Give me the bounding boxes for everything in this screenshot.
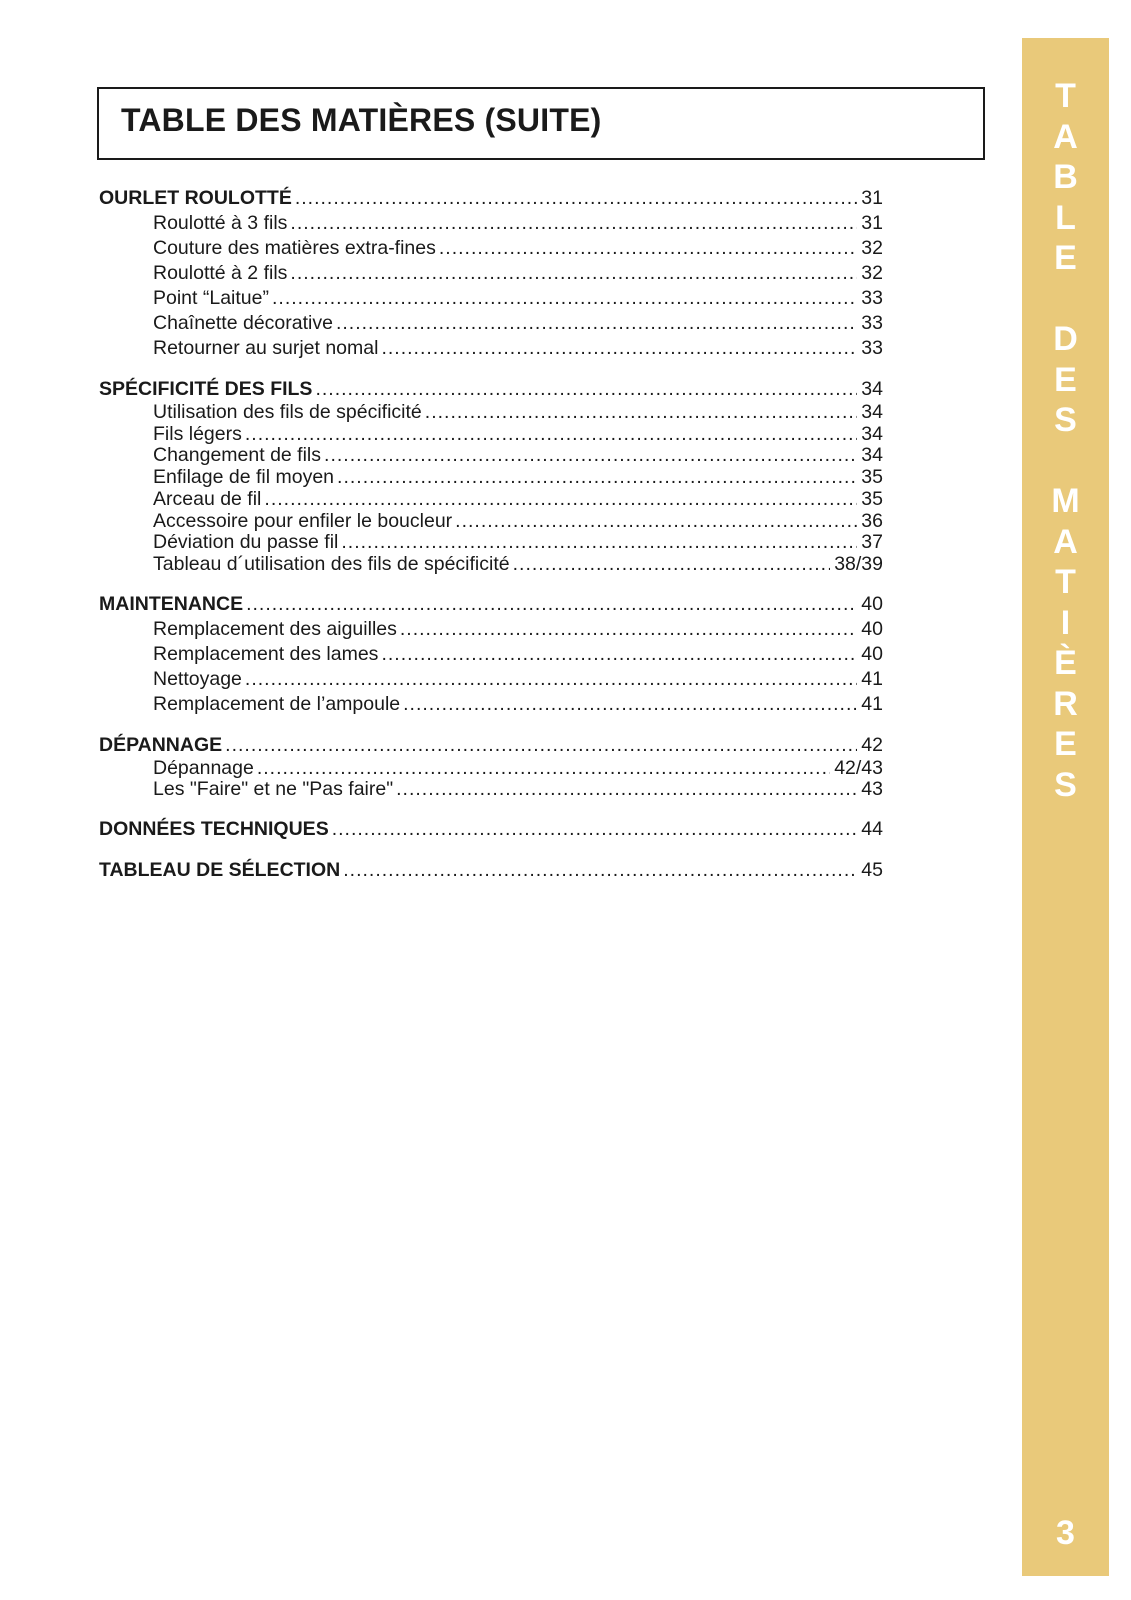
toc-heading[interactable] [99,377,883,402]
entry-page: 32 [861,262,883,284]
side-tab-letter: T [1055,563,1076,601]
dot-leader [290,211,857,236]
entry-label: Accessoire pour enfiler le boucleur [153,509,453,532]
entry-label: Remplacement des lames [153,642,379,665]
dot-leader [332,817,858,842]
side-tab-letter: D [1053,320,1078,358]
entry-page: 34 [861,444,883,467]
toc-item[interactable] [99,236,883,261]
toc-heading[interactable] [99,817,883,842]
entry-page: 40 [861,617,883,640]
toc-item[interactable] [99,402,883,424]
dot-leader [343,858,857,883]
toc-item[interactable] [99,445,883,467]
dot-leader [245,667,857,692]
entry-label: MAINTENANCE [99,592,244,615]
entry-label: SPÉCIFICITÉ DES FILS [99,378,313,400]
toc-item[interactable] [99,617,883,642]
page-number: 3 [1056,1514,1075,1552]
toc-item[interactable] [99,758,883,780]
dot-leader [337,467,857,489]
entry-label: Arceau de fil [153,487,262,510]
entry-label: Déviation du passe fil [153,531,339,554]
toc-heading[interactable] [99,733,883,758]
entry-page: 38/39 [834,552,883,575]
dot-leader [225,733,857,758]
entry-label: Dépannage [153,756,254,779]
entry-label: Enfilage de fil moyen [153,466,335,489]
entry-label: Remplacement des aiguilles [153,617,397,640]
entry-label: TABLEAU DE SÉLECTION [99,859,341,882]
toc-item[interactable] [99,261,883,286]
side-tab [1022,38,1109,1576]
entry-page: 35 [861,466,883,489]
dot-leader [341,532,857,554]
toc-item[interactable] [99,311,883,336]
dot-leader [295,186,857,211]
entry-page: 34 [861,401,883,423]
side-tab-letter: S [1054,765,1077,804]
dot-leader [264,489,857,511]
entry-label: Tableau d´utilisation des fils de spécificité [153,552,510,575]
entry-label: Changement de fils [153,444,322,467]
toc-item[interactable] [99,511,883,533]
dot-leader [396,779,857,801]
dot-leader [513,554,831,576]
toc-item[interactable] [99,554,883,576]
entry-page: 32 [861,237,883,259]
side-tab-letter: E [1054,239,1077,277]
dot-leader [315,377,857,402]
toc-item[interactable] [99,532,883,554]
dot-leader [439,236,857,261]
toc-item[interactable] [99,692,883,717]
side-tab-letter: E [1054,360,1077,399]
entry-label: DONNÉES TECHNIQUES [99,818,329,841]
entry-label: Couture des matières extra-fines [153,237,436,259]
entry-page: 31 [861,187,883,209]
side-tab-letter: B [1053,158,1078,196]
table-of-contents [99,186,883,899]
entry-page: 34 [861,378,883,400]
entry-page: 34 [861,422,883,445]
toc-section [99,377,883,576]
toc-section [99,817,883,842]
dot-leader [257,758,830,780]
dot-leader [336,311,857,336]
entry-page: 45 [861,859,883,882]
toc-item[interactable] [99,467,883,489]
toc-item[interactable] [99,667,883,692]
entry-page: 37 [861,531,883,554]
entry-label: Les "Faire" et ne "Pas faire" [153,778,394,801]
toc-section [99,592,883,717]
side-tab-letter: E [1054,725,1077,763]
entry-label: Roulotté à 2 fils [153,262,288,284]
toc-heading[interactable] [99,186,883,211]
toc-item[interactable] [99,424,883,446]
toc-item[interactable] [99,489,883,511]
entry-page: 40 [861,642,883,665]
dot-leader [272,286,857,311]
toc-item[interactable] [99,211,883,236]
entry-page: 36 [861,509,883,532]
toc-item[interactable] [99,642,883,667]
dot-leader [290,261,857,286]
entry-page: 42 [861,733,883,756]
entry-label: Point “Laitue” [153,287,269,309]
toc-item[interactable] [99,336,883,361]
dot-leader [324,445,857,467]
entry-label: DÉPANNAGE [99,733,223,756]
entry-page: 35 [861,487,883,510]
side-tab-letter: I [1060,603,1071,642]
dot-leader [381,642,857,667]
entry-page: 33 [861,287,883,309]
entry-page: 40 [861,592,883,615]
toc-item[interactable] [99,286,883,311]
entry-page: 31 [861,212,883,234]
entry-label: Fils légers [153,422,242,445]
dot-leader [381,336,857,361]
entry-page: 42/43 [834,756,883,779]
dot-leader [425,402,858,424]
toc-section [99,858,883,883]
side-tab-letter: A [1053,522,1078,561]
entry-label: Nettoyage [153,667,242,690]
entry-label: Roulotté à 3 fils [153,212,288,234]
toc-section [99,186,883,361]
entry-label: Retourner au surjet nomal [153,337,379,359]
side-tab-letter: T [1055,77,1076,115]
entry-label: Remplacement de l’ampoule [153,692,401,715]
title-box [97,87,985,160]
toc-section [99,733,883,801]
entry-page: 33 [861,312,883,334]
dot-leader [400,617,857,642]
side-tab-letter: S [1054,401,1077,439]
dot-leader [245,424,857,446]
dot-leader [455,511,857,533]
toc-heading[interactable] [99,858,883,883]
side-tab-letter: R [1053,684,1078,723]
entry-page: 41 [861,692,883,715]
entry-page: 41 [861,667,883,690]
entry-label: Utilisation des fils de spécificité [153,401,422,423]
side-tab-letter: M [1051,482,1080,520]
dot-leader [246,592,857,617]
entry-page: 33 [861,337,883,359]
side-tab-letter: L [1055,198,1076,237]
dot-leader [403,692,857,717]
entry-label: OURLET ROULOTTÉ [99,187,292,209]
entry-page: 43 [861,778,883,801]
side-tab-letter: A [1053,117,1078,156]
entry-page: 44 [861,818,883,841]
toc-item[interactable] [99,779,883,801]
page-title: TABLE DES MATIÈRES (SUITE) [121,102,602,138]
side-tab-letter: È [1054,644,1077,682]
entry-label: Chaînette décorative [153,312,333,334]
toc-heading[interactable] [99,592,883,617]
